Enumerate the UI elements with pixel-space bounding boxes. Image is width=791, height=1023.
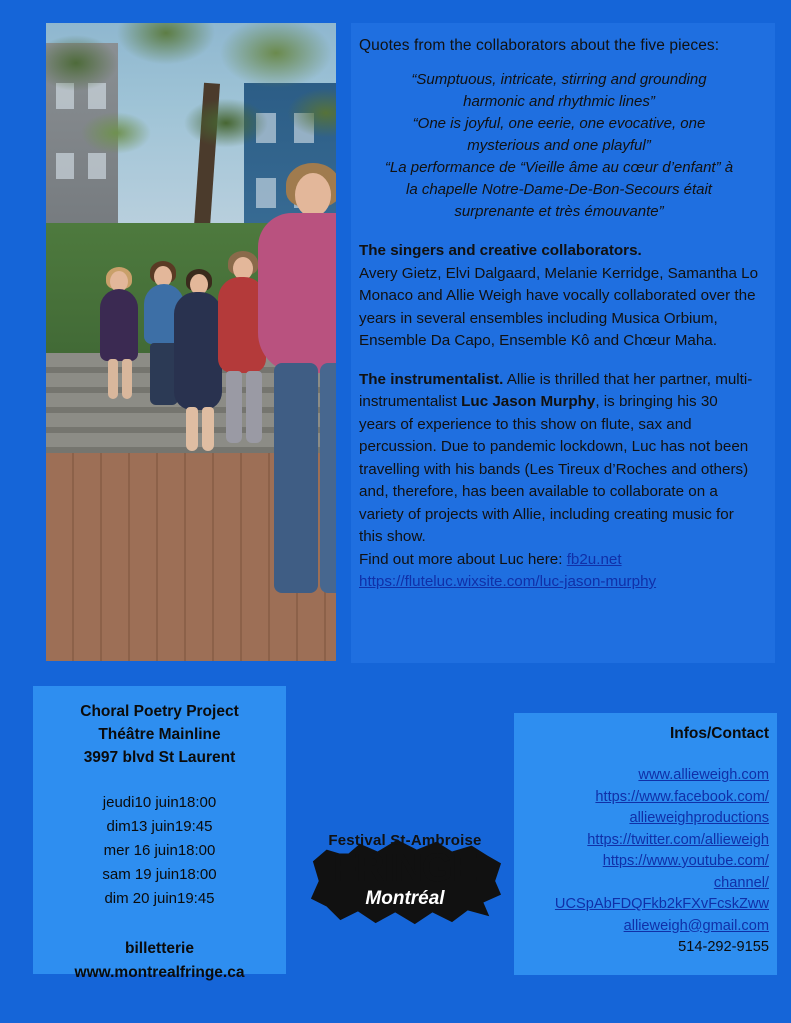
showtime-item: mer 16 juin18:00	[103, 842, 216, 859]
quote-lines	[371, 69, 747, 222]
quote-line: “Sumptuous, intricate, stirring and grounding	[411, 71, 707, 88]
instrumentalist-heading: The instrumentalist.	[359, 370, 504, 388]
contact-twitter-link[interactable]: https://twitter.com/allieweigh	[587, 831, 769, 848]
quote-line: “One is joyful, one eerie, one evocative, one	[412, 115, 706, 132]
find-out-more-label: Find out more about Luc here:	[359, 550, 567, 568]
quote-line: “La performance de “Vieille âme au cœur d’enfant” à	[384, 159, 734, 176]
ticketing-label: billetterie	[125, 940, 194, 957]
fringe-logo-top: Festival St-Ambroise	[328, 832, 482, 849]
contact-links-list	[522, 765, 769, 959]
contact-youtube-link-cont[interactable]: channel/	[713, 874, 769, 891]
contact-youtube-link[interactable]: https://www.youtube.com/	[602, 853, 769, 869]
instrumentalist-text-part1: Allie is thrilled that her partner, multi-instrumentalist	[359, 370, 753, 410]
ticketing-url[interactable]: www.montrealfringe.ca	[74, 964, 245, 981]
singers-heading: The singers and creative collaborators.	[359, 242, 642, 259]
instrumentalist-section	[359, 369, 759, 594]
contact-email-link[interactable]: allieweigh@gmail.com	[623, 917, 769, 934]
fringe-festival-logo	[305, 820, 505, 930]
quote-line: harmonic and rhythmic lines”	[463, 93, 655, 110]
instrumentalist-text-part2: , is bringing his 30 years of experience to this show on flute, sax and percussion. Due to pandemic lockdown, Luc has not been travelling with his bands (Les Tireux d’Roches and others) and, therefore, has been available to collaborate on a variety of projects with Allie, including creating music for this show.	[359, 393, 749, 545]
quote-line: surprenante et très émouvante”	[454, 203, 664, 220]
ticketing-info	[43, 937, 276, 985]
contact-title: Infos/Contact	[669, 725, 769, 742]
showtime-item: dim 20 juin19:45	[104, 890, 215, 907]
contact-youtube-channel-id[interactable]: UCSpAbFDQFkb2kFXvFcskZww	[554, 896, 769, 912]
description-panel	[351, 23, 775, 663]
group-photo-singers	[46, 23, 336, 661]
showtime-item: sam 19 juin18:00	[102, 866, 217, 883]
instrumentalist-name: Luc Jason Murphy	[461, 393, 596, 410]
luc-fb2u-link[interactable]: fb2u.net	[566, 550, 622, 568]
fringe-logo-sub: Montréal	[365, 888, 445, 909]
showtime-item: dim13 juin19:45	[106, 818, 213, 835]
venue-title-line: Théâtre Mainline	[98, 726, 221, 743]
contact-facebook-link-cont[interactable]: allieweighproductions	[629, 810, 769, 826]
singers-section	[359, 240, 759, 353]
showtimes-list	[43, 791, 276, 911]
contact-info-box	[514, 713, 777, 975]
showtime-item: jeudi10 juin18:00	[102, 794, 217, 811]
quote-line: mysterious and one playful”	[467, 137, 651, 154]
quote-line: la chapelle Notre-Dame-De-Bon-Secours était	[406, 181, 712, 198]
contact-phone: 514-292-9155	[678, 939, 769, 955]
fringe-logo-main: FRINGE	[332, 846, 478, 890]
venue-title-line: 3997 blvd St Laurent	[83, 749, 236, 766]
contact-website-link[interactable]: www.allieweigh.com	[638, 767, 769, 783]
contact-facebook-link[interactable]: https://www.facebook.com/	[595, 788, 769, 805]
singers-body: Avery Gietz, Elvi Dalgaard, Melanie Kerridge, Samantha Lo Monaco and Allie Weigh have vocally collaborated over the years in several ensembles including Musica Orbium, Ensemble Da Capo, Ensemble Kô and Chœur Maha.	[359, 264, 759, 349]
venue-info-box	[33, 686, 286, 981]
quotes-intro: Quotes from the collaborators about the five pieces:	[359, 37, 720, 54]
venue-title-line: Choral Poetry Project	[80, 703, 239, 720]
luc-wixsite-link[interactable]: https://fluteluc.wixsite.com/luc-jason-murphy	[359, 573, 657, 590]
venue-title	[43, 700, 276, 769]
